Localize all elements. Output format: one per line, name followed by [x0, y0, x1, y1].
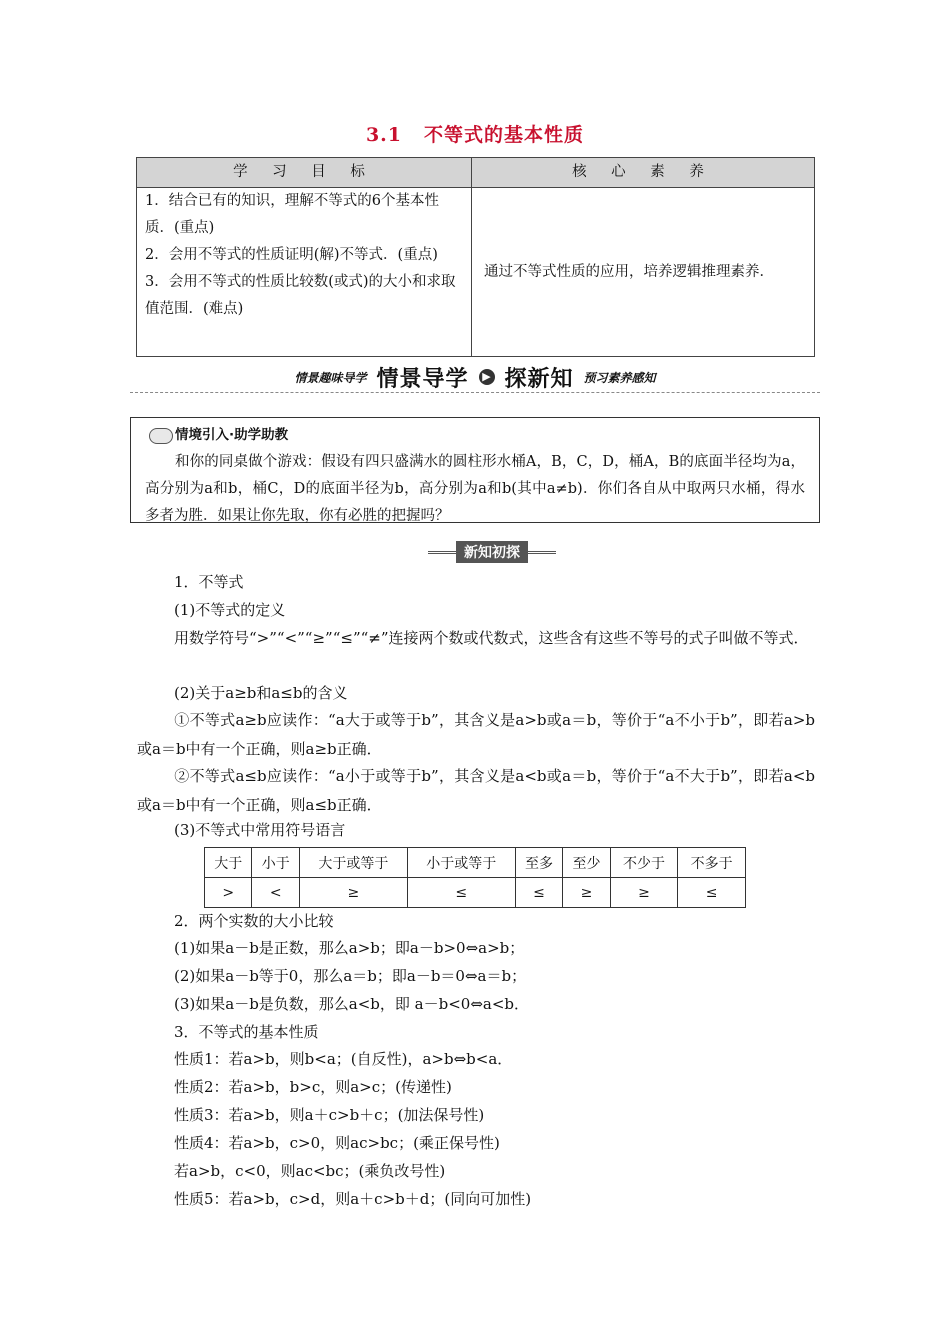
symbol-cell: ≥	[610, 878, 678, 908]
goals-cell	[137, 188, 472, 357]
heading-symbols: (3)不等式中常用符号语言	[174, 821, 346, 839]
symbol-cell: ≥	[299, 878, 407, 908]
literacy-header: 核 心 素 养	[472, 158, 815, 188]
literacy-cell: 通过不等式性质的应用，培养逻辑推理素养．	[472, 188, 815, 357]
property-1: 性质1：若a>b，则b<a；(自反性)，a>b⇔b<a．	[174, 1050, 513, 1068]
banner-main-2: 探新知	[504, 365, 574, 392]
comparison-negative: (3)如果a－b是负数，那么a<b，即 a－b<0⇔a<b．	[174, 995, 530, 1013]
definition-text	[137, 624, 815, 653]
word-cell: 大于	[205, 848, 252, 878]
goal-item: 3．会用不等式的性质比较数(或式)的大小和求取值范围．(难点)	[145, 274, 456, 317]
situation-heading-label: 情境引入·助学助教	[175, 427, 289, 443]
meaning-ge-body: ①不等式a≥b应读作：“a大于或等于b”，其含义是a>b或a＝b，等价于“a不小于b”，即若a>b或a＝b中有一个正确，则a≥b正确．	[137, 711, 815, 758]
property-3: 性质3：若a>b，则a＋c>b＋c；(加法保号性)	[174, 1106, 485, 1124]
page-title	[0, 120, 950, 147]
symbol-words-row	[205, 848, 746, 878]
heading-comparison: 2．两个实数的大小比较	[174, 912, 334, 930]
goals-header: 学 习 目 标	[137, 158, 472, 188]
banner-main-1: 情景导学	[376, 365, 469, 392]
symbol-cell: ≤	[678, 878, 746, 908]
symbol-cell: <	[252, 878, 299, 908]
section-banner	[130, 362, 820, 393]
property-2: 性质2：若a>b，b>c，则a>c；(传递性)	[174, 1078, 452, 1096]
symbol-cell: >	[205, 878, 252, 908]
word-cell: 至多	[515, 848, 562, 878]
heading-properties: 3．不等式的基本性质	[174, 1023, 319, 1041]
banner-right-text: 预习素养感知	[583, 370, 656, 385]
symbol-table	[204, 847, 746, 908]
symbol-cell: ≥	[563, 878, 610, 908]
word-cell: 大于或等于	[299, 848, 407, 878]
tag-line-right	[528, 551, 556, 554]
property-4b: 若a>b，c<0，则ac<bc；(乘负改号性)	[174, 1162, 446, 1180]
new-knowledge-tag	[428, 541, 556, 563]
word-cell: 不少于	[610, 848, 678, 878]
word-cell: 不多于	[678, 848, 746, 878]
heading-meaning: (2)关于a≥b和a≤b的含义	[174, 684, 348, 702]
situation-box	[130, 417, 820, 523]
property-5: 性质5：若a>b，c>d，则a＋c>b＋d；(同向可加性)	[174, 1190, 532, 1208]
word-cell: 小于或等于	[407, 848, 515, 878]
section-title: 不等式的基本性质	[424, 124, 585, 146]
arrow-right-icon: ▶	[479, 369, 495, 385]
symbol-signs-row	[205, 878, 746, 908]
meaning-ge	[137, 706, 815, 764]
meaning-le	[137, 762, 815, 820]
definition-text-body: 用数学符号“>”“<”“≥”“≤”“≠”连接两个数或代数式，这些含有这些不等号的式子叫做不等式．	[174, 629, 809, 647]
symbol-cell: ≤	[407, 878, 515, 908]
symbol-cell: ≤	[515, 878, 562, 908]
section-number: 3.1	[365, 124, 403, 146]
banner-left-text: 情景趣味导学	[294, 370, 367, 385]
word-cell: 至少	[563, 848, 610, 878]
goal-item: 2．会用不等式的性质证明(解)不等式．(重点)	[145, 247, 438, 263]
comparison-zero: (2)如果a－b等于0，那么a＝b；即a－b＝0⇔a＝b；	[174, 967, 527, 985]
situation-text: 和你的同桌做个游戏：假设有四只盛满水的圆柱形水桶A，B，C，D，桶A，B的底面半径均为a，高分别为a和b，桶C，D的底面半径为b，高分别为a和b(其中a≠b)．你们各自从中取两只水桶，得水多者为胜．如果让你先取，你有必胜的把握吗？	[145, 454, 805, 524]
tag-label: 新知初探	[456, 541, 528, 563]
word-cell: 小于	[252, 848, 299, 878]
situation-heading	[145, 422, 805, 449]
goal-item: 1．结合已有的知识，理解不等式的6个基本性质．(重点)	[145, 193, 439, 236]
heading-inequality: 1．不等式	[174, 573, 244, 591]
hand-icon	[149, 428, 173, 444]
tag-line-left	[428, 551, 456, 554]
heading-definition: (1)不等式的定义	[174, 601, 286, 619]
goals-table	[136, 157, 815, 357]
comparison-positive: (1)如果a－b是正数，那么a>b；即a－b>0⇔a>b；	[174, 939, 525, 957]
meaning-le-body: ②不等式a≤b应读作：“a小于或等于b”，其含义是a<b或a＝b，等价于“a不大于b”，即若a<b或a＝b中有一个正确，则a≤b正确．	[137, 767, 815, 814]
property-4: 性质4：若a>b，c>0，则ac>bc；(乘正保号性)	[174, 1134, 500, 1152]
